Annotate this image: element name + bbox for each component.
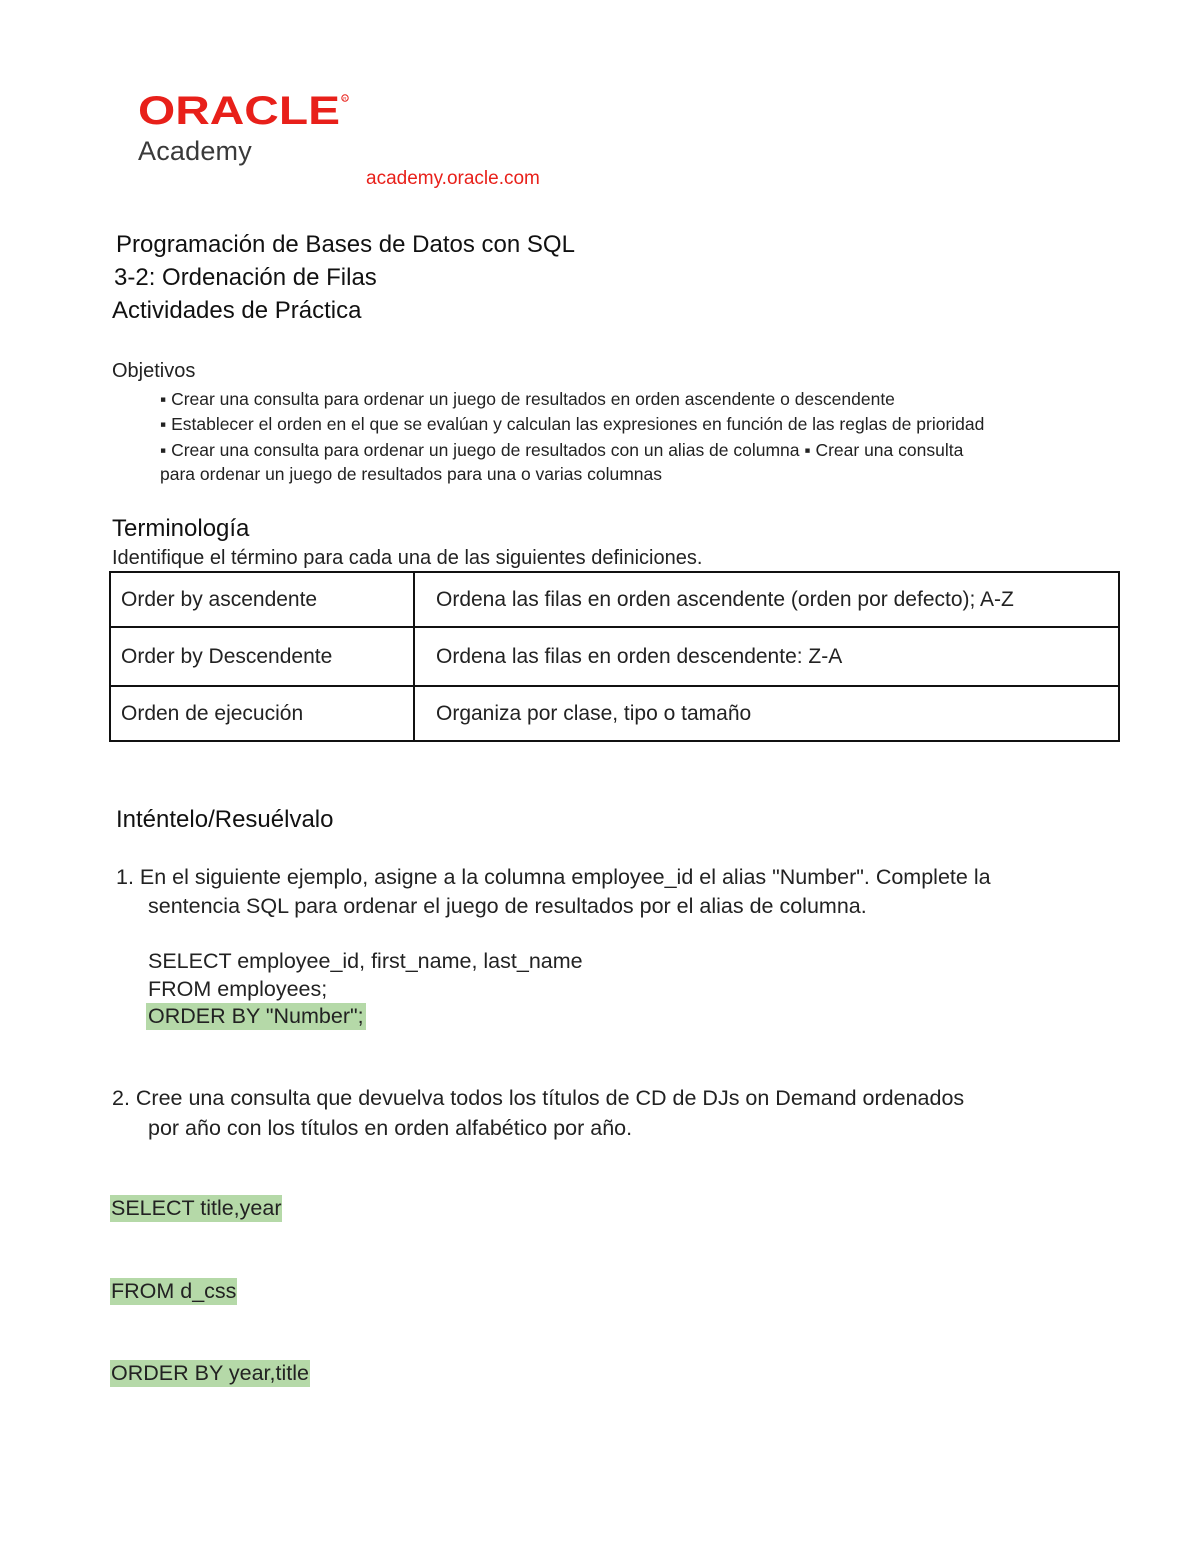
- svg-text:ORACLE: ORACLE: [138, 94, 340, 126]
- question-1-code: SELECT employee_id, first_name, last_name: [148, 949, 583, 973]
- question-1-text: sentencia SQL para ordenar el juego de resultados por el alias de columna.: [148, 894, 867, 918]
- term-cell: Order by Descendente: [110, 627, 414, 686]
- objectives-label: Objetivos: [112, 360, 196, 382]
- definition-cell: Ordena las filas en orden ascendente (orden por defecto); A-Z: [414, 572, 1119, 627]
- definition-cell: Organiza por clase, tipo o tamaño: [414, 686, 1119, 741]
- oracle-logo: [138, 94, 350, 126]
- table-row: [110, 572, 1119, 627]
- terminology-table: [109, 571, 1120, 742]
- question-1-text: 1. En el siguiente ejemplo, asigne a la columna employee_id el alias "Number". Complete la: [116, 865, 991, 889]
- objective-item: ▪ Crear una consulta para ordenar un juego de resultados en orden ascendente o descendente: [160, 389, 895, 409]
- lesson-title: 3-2: Ordenación de Filas: [114, 264, 377, 291]
- svg-text:R: R: [343, 96, 347, 101]
- logo-subtext: Academy: [138, 136, 252, 166]
- table-row: [110, 686, 1119, 741]
- terminology-instructions: Identifique el término para cada una de las siguientes definiciones.: [112, 547, 703, 569]
- question-1-answer: ORDER BY "Number";: [148, 1004, 364, 1028]
- definition-cell: Ordena las filas en orden descendente: Z-A: [414, 627, 1119, 686]
- practice-heading: Inténtelo/Resuélvalo: [116, 806, 334, 833]
- table-row: [110, 627, 1119, 686]
- question-2-text: por año con los títulos en orden alfabético por año.: [148, 1116, 633, 1140]
- objective-item: ▪ Crear una consulta para ordenar un juego de resultados con un alias de columna ▪ Crear una consulta: [160, 440, 964, 460]
- course-title: Programación de Bases de Datos con SQL: [116, 231, 575, 258]
- activity-title: Actividades de Práctica: [112, 297, 362, 324]
- site-url[interactable]: academy.oracle.com: [366, 168, 540, 189]
- question-2-answer: ORDER BY year,title: [111, 1361, 309, 1385]
- objective-item: ▪ Establecer el orden en el que se evalúan y calculan las expresiones en función de las reglas de prioridad: [160, 414, 985, 434]
- question-2-answer: SELECT title,year: [111, 1196, 282, 1220]
- question-1-code: FROM employees;: [148, 977, 328, 1001]
- question-2-text: 2. Cree una consulta que devuelva todos los títulos de CD de DJs on Demand ordenados: [112, 1086, 965, 1110]
- term-cell: Order by ascendente: [110, 572, 414, 627]
- question-2-answer: FROM d_css: [111, 1279, 237, 1303]
- objective-item: para ordenar un juego de resultados para una o varias columnas: [160, 464, 662, 484]
- oracle-logo-mark: [138, 94, 350, 126]
- term-cell: Orden de ejecución: [110, 686, 414, 741]
- terminology-heading: Terminología: [112, 515, 250, 542]
